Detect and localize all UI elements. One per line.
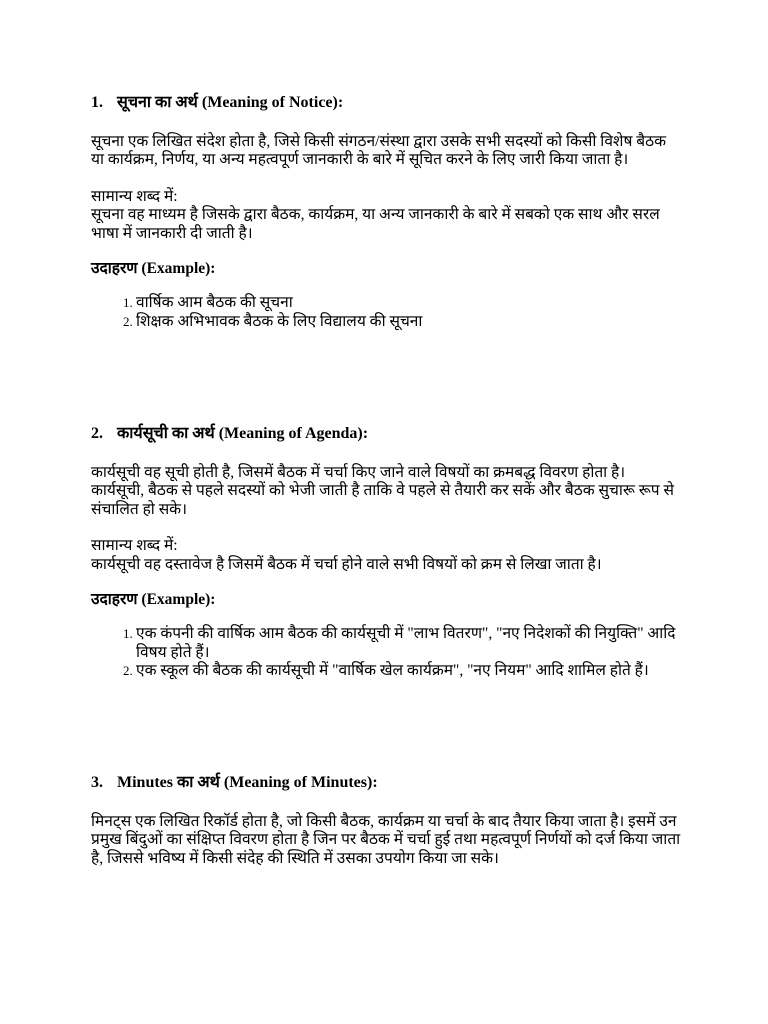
example-label-hindi: उदाहरण <box>91 260 138 278</box>
list-item: 2. एक स्कूल की बैठक की कार्यसूची में "वार्षिक खेल कार्यक्रम", "नए नियम" आदि शामिल होते हैं। <box>136 662 681 680</box>
example-label <box>91 591 681 609</box>
section-number: 2. <box>91 425 103 442</box>
example-label <box>91 260 681 278</box>
example-list <box>91 294 681 331</box>
section-paragraph: मिनट्स एक लिखित रिकॉर्ड होता है, जो किसी बैठक, कार्यक्रम या चर्चा के बाद तैयार किया जाता है। इसमें उन प्रमुख बिंदुओं का संक्षिप्त विवरण होता है जिन पर बैठक में चर्चा हुई तथा महत्वपूर्ण निर्णयों को दर्ज किया जाता है, जिससे भविष्य में किसी संदेह की स्थिति में उसका उपयोग किया जा सके। <box>91 813 681 867</box>
example-label-english: (Example): <box>141 260 216 278</box>
heading-english: (Meaning of Notice): <box>201 94 344 111</box>
sub-label: सामान्य शब्द में: <box>91 187 178 205</box>
section-number: 1. <box>91 94 103 111</box>
sub-label: सामान्य शब्द में: <box>91 537 178 555</box>
section-heading <box>91 424 681 444</box>
sub-text: कार्यसूची वह दस्तावेज है जिसमें बैठक में चर्चा होने वाले सभी विषयों को क्रम से लिखा जाता है। <box>91 555 602 573</box>
example-label-hindi: उदाहरण <box>91 591 138 609</box>
section-paragraph: कार्यसूची वह सूची होती है, जिसमें बैठक में चर्चा किए जाने वाले विषयों का क्रमबद्ध विवरण होता है। कार्यसूची, बैठक से पहले सदस्यों को भेजी जाती है ताकि वे पहले से तैयारी कर सकें और बैठक सुचारू रूप से संचालित हो सके। <box>91 464 674 518</box>
heading-hindi: कार्यसूची का अर्थ <box>117 425 215 442</box>
section-number: 3. <box>91 774 103 791</box>
heading-english: (Meaning of Minutes): <box>223 774 378 791</box>
heading-english: (Meaning of Agenda): <box>218 425 369 442</box>
example-label-english: (Example): <box>141 591 216 609</box>
section-agenda <box>91 424 681 681</box>
section-paragraph: सूचना एक लिखित संदेश होता है, जिसे किसी संगठन/संस्था द्वारा उसके सभी सदस्यों को किसी विशेष बैठक या कार्यक्रम, निर्णय, या अन्य महत्वपूर्ण जानकारी के बारे में सूचित करने के लिए जारी किया जाता है। <box>91 133 667 169</box>
heading-hindi: Minutes का अर्थ <box>117 774 220 791</box>
section-heading <box>91 773 681 793</box>
section-notice <box>91 93 681 331</box>
heading-hindi: सूचना का अर्थ <box>117 94 198 111</box>
list-item: 2. शिक्षक अभिभावक बैठक के लिए विद्यालय की सूचना <box>136 313 681 331</box>
section-minutes <box>91 773 681 868</box>
section-heading <box>91 93 681 113</box>
example-list <box>91 625 681 680</box>
list-item: 1. वार्षिक आम बैठक की सूचना <box>136 294 681 312</box>
sub-text: सूचना वह माध्यम है जिसके द्वारा बैठक, कार्यक्रम, या अन्य जानकारी के बारे में सबको एक साथ और सरल भाषा में जानकारी दी जाती है। <box>91 206 660 242</box>
list-item: 1. एक कंपनी की वार्षिक आम बैठक की कार्यसूची में "लाभ वितरण", "नए निदेशकों की नियुक्ति" आदि विषय होते हैं। <box>136 625 681 662</box>
